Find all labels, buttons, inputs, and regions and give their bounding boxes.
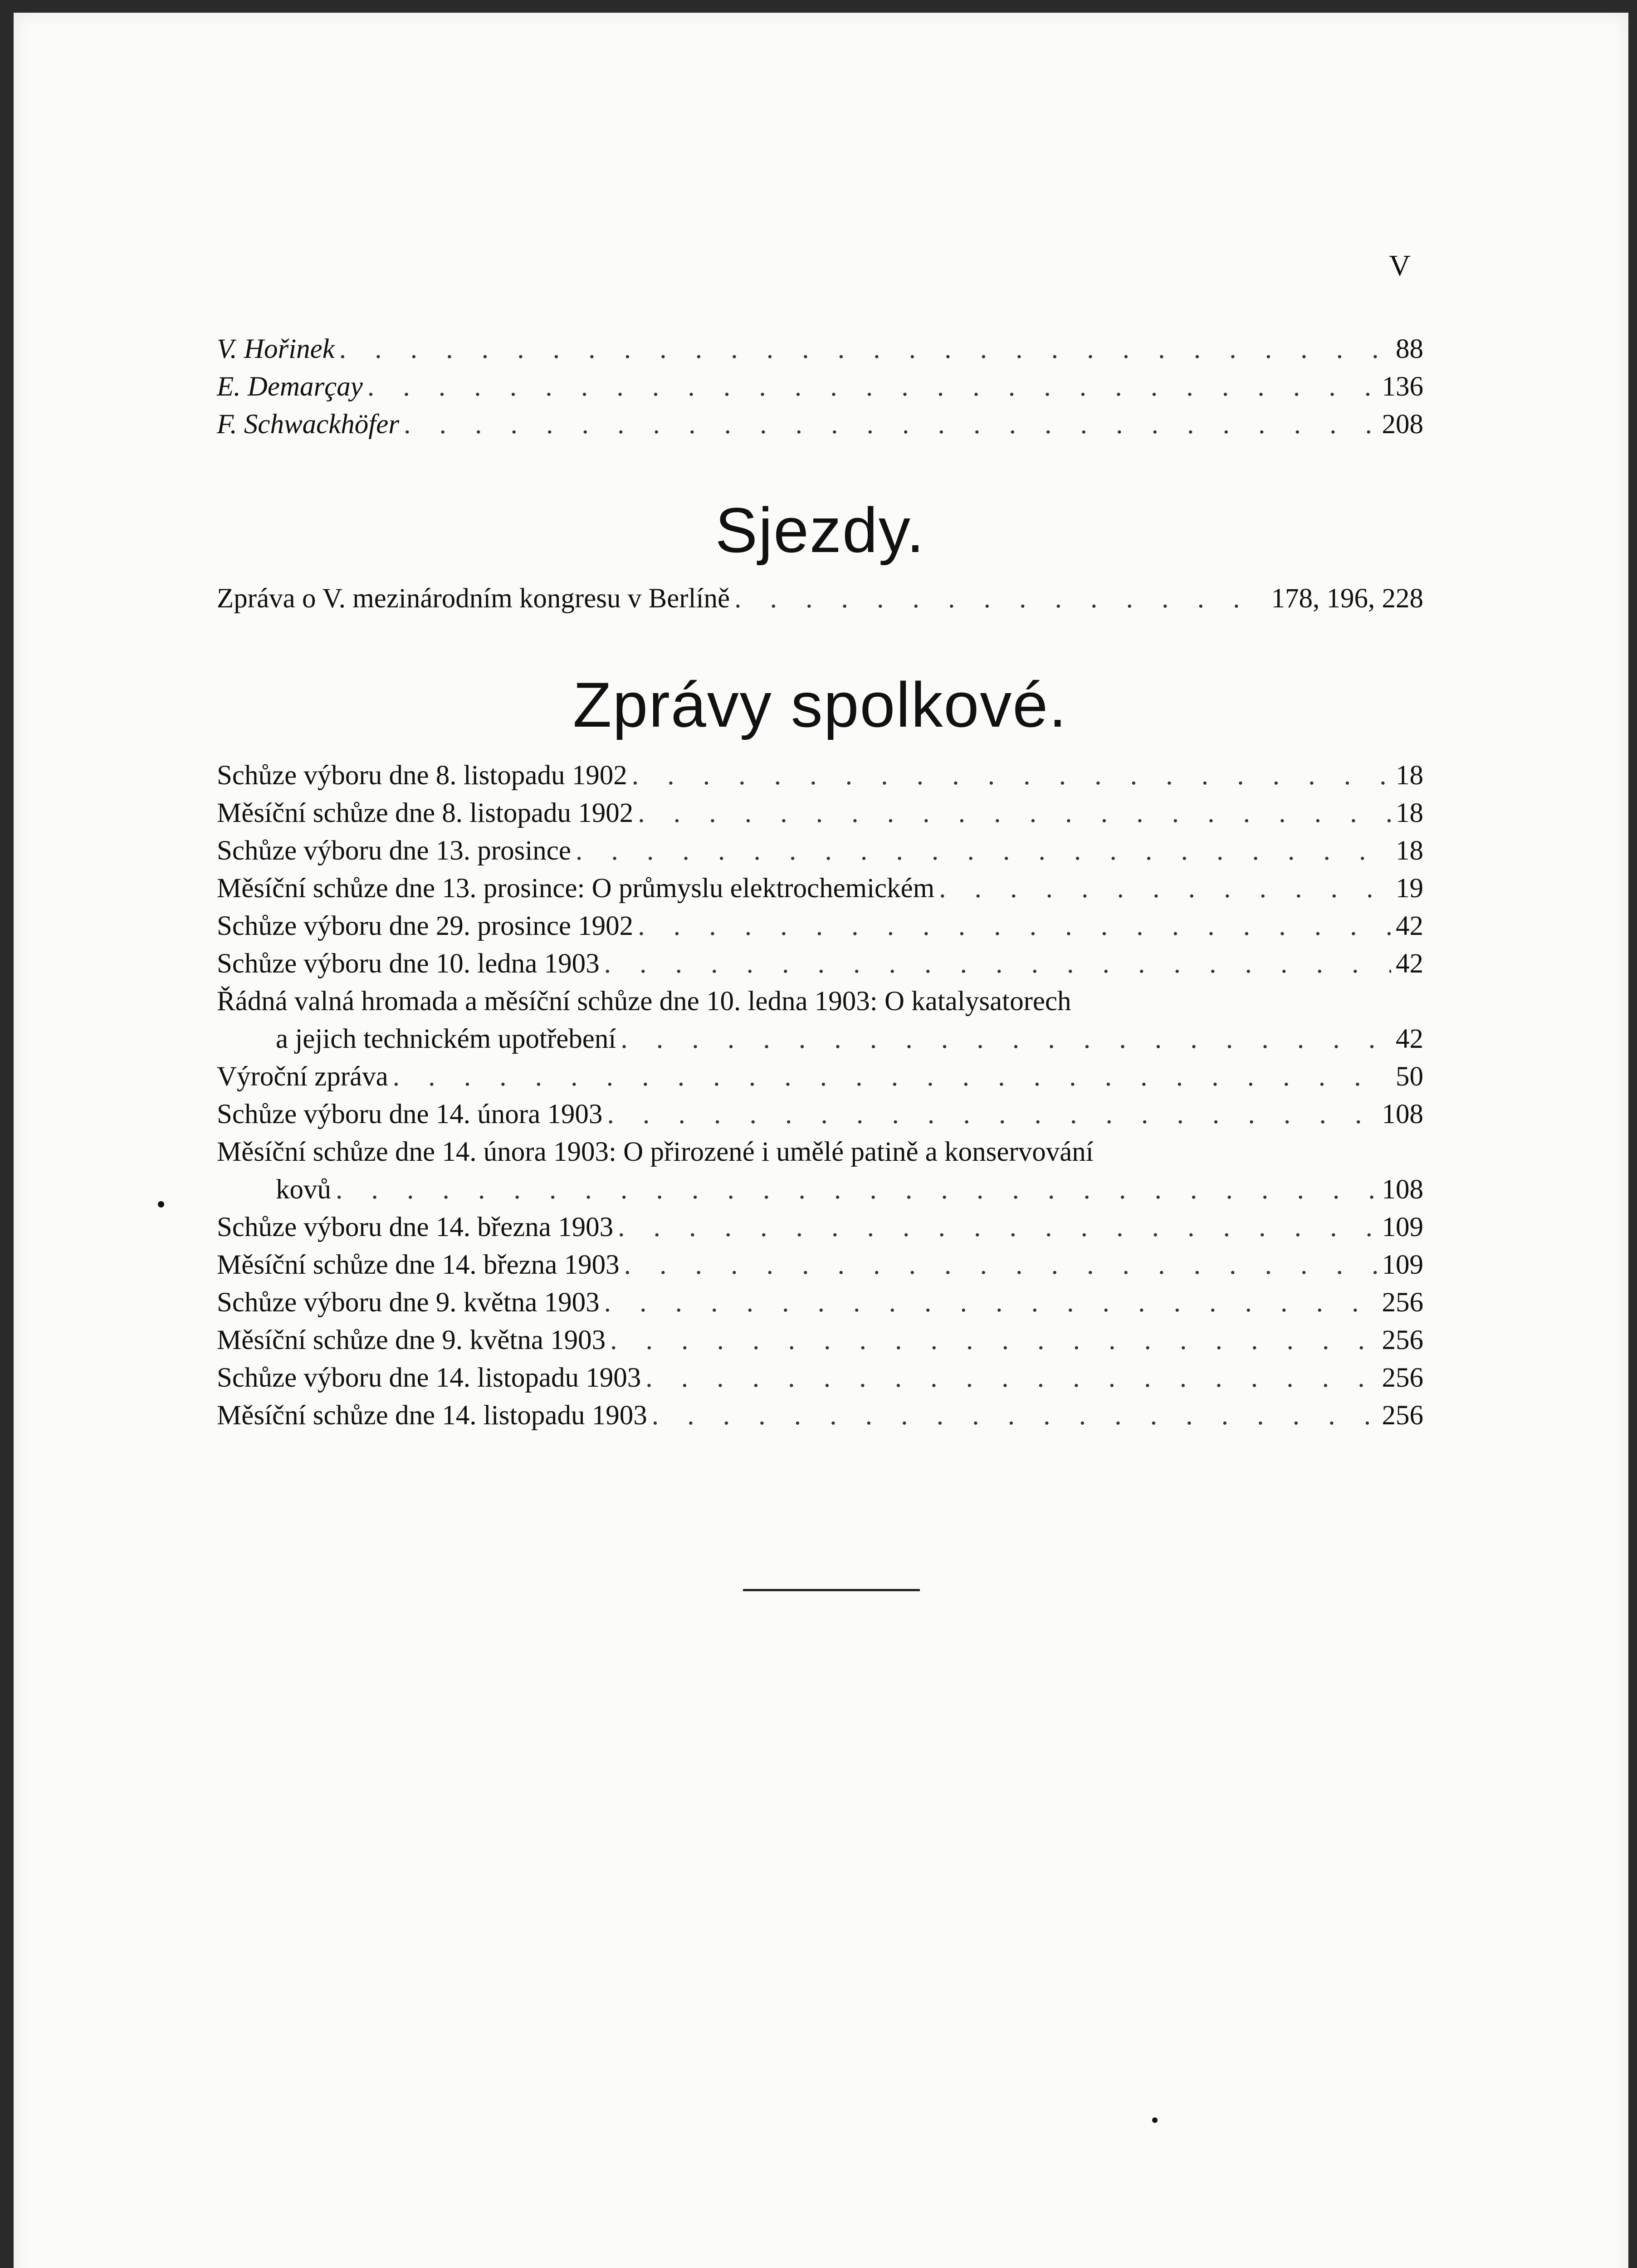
toc-entry bbox=[217, 580, 1423, 617]
toc-entry bbox=[217, 757, 1423, 794]
entry-page: 108 bbox=[1382, 1174, 1423, 1205]
entry-title: Zpráva o V. mezinárodním kongresu v Berlíně bbox=[217, 583, 730, 614]
leader-dots bbox=[336, 1171, 1378, 1208]
toc-entry bbox=[217, 1359, 1423, 1397]
entry-title-continued: a jejich technickém upotřebení bbox=[276, 1024, 616, 1054]
toc-entry bbox=[217, 368, 1423, 406]
leader-dots bbox=[734, 580, 1266, 617]
entry-page: 208 bbox=[1382, 409, 1423, 440]
entry-page: 136 bbox=[1382, 371, 1423, 402]
toc-entry bbox=[217, 1321, 1423, 1359]
entry-title: Schůze výboru dne 14. listopadu 1903 bbox=[217, 1363, 641, 1393]
toc-entry bbox=[217, 1095, 1423, 1133]
entry-title: Schůze výboru dne 14. února 1903 bbox=[217, 1099, 603, 1129]
obituary-list bbox=[217, 330, 1423, 443]
toc-entry bbox=[217, 870, 1423, 907]
toc-entry bbox=[217, 1246, 1423, 1284]
entry-title: Měsíční schůze dne 13. prosince: O průmyslu elektrochemickém bbox=[217, 873, 935, 904]
toc-entry-line2 bbox=[217, 1171, 1423, 1208]
leader-dots bbox=[638, 794, 1391, 832]
toc-entry bbox=[217, 832, 1423, 870]
entry-title: Schůze výboru dne 14. března 1903 bbox=[217, 1212, 614, 1242]
entry-title: Řádná valná hromada a měsíční schůze dne 10. ledna 1903: O katalysatorech bbox=[217, 986, 1071, 1017]
entry-title: Měsíční schůze dne 14. února 1903: O přirozené i umělé patině a konservování bbox=[217, 1137, 1094, 1167]
toc-entry-line1 bbox=[217, 1133, 1423, 1171]
entry-page: 42 bbox=[1396, 1024, 1423, 1054]
leader-dots bbox=[618, 1208, 1377, 1246]
leader-dots bbox=[939, 870, 1391, 907]
toc-entry bbox=[217, 945, 1423, 982]
leader-dots bbox=[393, 1058, 1391, 1095]
entry-page: 256 bbox=[1382, 1363, 1423, 1393]
entry-page: 18 bbox=[1396, 760, 1423, 791]
leader-dots bbox=[610, 1321, 1377, 1359]
entry-page: 109 bbox=[1382, 1212, 1423, 1242]
entry-title: V. Hořinek bbox=[217, 334, 335, 364]
entry-page: 42 bbox=[1396, 948, 1423, 979]
entry-title: F. Schwackhöfer bbox=[217, 409, 400, 440]
entry-page: 256 bbox=[1382, 1325, 1423, 1355]
page-number: V bbox=[1389, 249, 1411, 282]
leader-dots bbox=[652, 1397, 1378, 1434]
toc-entry bbox=[217, 907, 1423, 945]
entry-page: 256 bbox=[1382, 1400, 1423, 1431]
leader-dots bbox=[632, 757, 1391, 794]
scan-speck bbox=[1152, 2117, 1158, 2123]
entry-title: Měsíční schůze dne 9. května 1903 bbox=[217, 1325, 606, 1355]
entry-title: Schůze výboru dne 10. ledna 1903 bbox=[217, 948, 600, 979]
toc-entry bbox=[217, 330, 1423, 368]
leader-dots bbox=[576, 832, 1391, 870]
entry-page: 19 bbox=[1396, 873, 1423, 904]
entry-title: Výroční zpráva bbox=[217, 1061, 388, 1092]
sjezdy-list bbox=[217, 580, 1423, 617]
section-heading-sjezdy: Sjezdy. bbox=[715, 494, 925, 566]
leader-dots bbox=[645, 1359, 1377, 1397]
end-rule bbox=[743, 1589, 920, 1591]
entry-page: 108 bbox=[1382, 1099, 1423, 1129]
entry-page: 50 bbox=[1396, 1061, 1423, 1092]
entry-page: 18 bbox=[1396, 836, 1423, 866]
toc-entry bbox=[217, 1208, 1423, 1246]
entry-title: E. Demarçay bbox=[217, 371, 363, 402]
leader-dots bbox=[367, 368, 1378, 406]
leader-dots bbox=[604, 945, 1391, 982]
leader-dots bbox=[339, 330, 1391, 368]
zpravy-list bbox=[217, 757, 1423, 1434]
toc-entry bbox=[217, 794, 1423, 832]
entry-page: 109 bbox=[1382, 1250, 1423, 1280]
entry-title-continued: kovů bbox=[276, 1174, 331, 1205]
leader-dots bbox=[604, 1284, 1378, 1321]
leader-dots bbox=[607, 1095, 1377, 1133]
leader-dots bbox=[624, 1246, 1378, 1284]
toc-entry bbox=[217, 406, 1423, 443]
entry-page: 42 bbox=[1396, 911, 1423, 941]
toc-entry bbox=[217, 1284, 1423, 1321]
toc-entry-line1 bbox=[217, 982, 1423, 1020]
leader-dots bbox=[638, 907, 1391, 945]
entry-title: Schůze výboru dne 8. listopadu 1902 bbox=[217, 760, 627, 791]
entry-title: Schůze výboru dne 9. května 1903 bbox=[217, 1287, 600, 1318]
leader-dots bbox=[621, 1020, 1391, 1058]
entry-title: Měsíční schůze dne 14. března 1903 bbox=[217, 1250, 620, 1280]
entry-page: 178, 196, 228 bbox=[1271, 583, 1423, 614]
toc-entry-line2 bbox=[217, 1020, 1423, 1058]
leader-dots bbox=[404, 406, 1377, 443]
entry-title: Měsíční schůze dne 14. listopadu 1903 bbox=[217, 1400, 647, 1431]
entry-page: 256 bbox=[1382, 1287, 1423, 1318]
entry-title: Schůze výboru dne 29. prosince 1902 bbox=[217, 911, 634, 941]
scan-speck bbox=[158, 1201, 164, 1207]
toc-entry bbox=[217, 1397, 1423, 1434]
section-heading-zpravy: Zprávy spolkové. bbox=[572, 669, 1068, 740]
document-page bbox=[14, 13, 1628, 2268]
toc-entry bbox=[217, 1058, 1423, 1095]
entry-title: Měsíční schůze dne 8. listopadu 1902 bbox=[217, 798, 634, 828]
entry-title: Schůze výboru dne 13. prosince bbox=[217, 836, 571, 866]
entry-page: 88 bbox=[1396, 334, 1423, 364]
entry-page: 18 bbox=[1396, 798, 1423, 828]
